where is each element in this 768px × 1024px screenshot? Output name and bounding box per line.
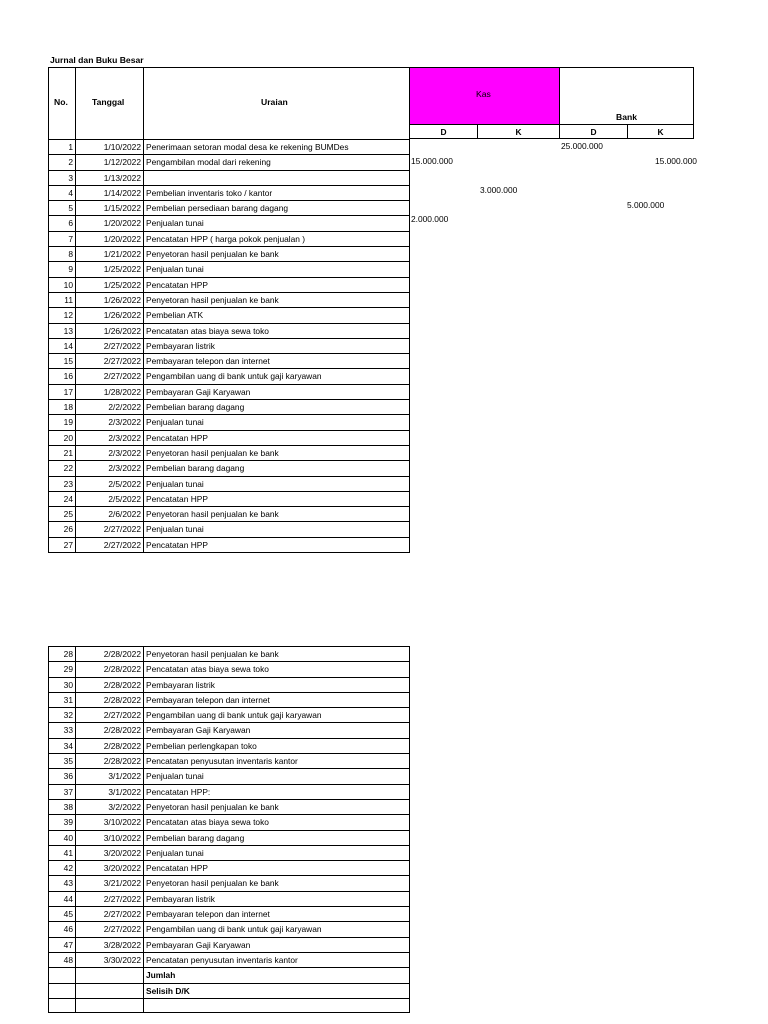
- header-bank-d: D: [559, 124, 628, 139]
- row-date: 3/20/2022: [76, 861, 144, 876]
- row-date: 2/5/2022: [76, 476, 144, 491]
- header-uraian: Uraian: [261, 97, 288, 107]
- journal-table-part1: [48, 139, 410, 553]
- row-number: [49, 998, 76, 1012]
- row-date: 3/30/2022: [76, 952, 144, 967]
- row-number: 25: [49, 507, 76, 522]
- row-description: Jumlah: [144, 968, 410, 983]
- table-row: [49, 769, 410, 784]
- table-row: [49, 476, 410, 491]
- table-row: [49, 415, 410, 430]
- row-number: 44: [49, 891, 76, 906]
- row-description: Pencatatan atas biaya sewa toko: [144, 815, 410, 830]
- table-row: [49, 323, 410, 338]
- row-date: 2/3/2022: [76, 430, 144, 445]
- table-row: [49, 140, 410, 155]
- row-description: Penyetoran hasil penjualan ke bank: [144, 647, 410, 662]
- row-description: Pembelian persediaan barang dagang: [144, 201, 410, 216]
- table-row: [49, 491, 410, 506]
- row-date: 3/21/2022: [76, 876, 144, 891]
- table-row: [49, 201, 410, 216]
- row-date: 3/2/2022: [76, 799, 144, 814]
- row-number: 29: [49, 662, 76, 677]
- row-description: Penyetoran hasil penjualan ke bank: [144, 445, 410, 460]
- row-description: Pencatatan atas biaya sewa toko: [144, 323, 410, 338]
- row-date: [76, 983, 144, 998]
- row-description: Penjualan tunai: [144, 769, 410, 784]
- header-bank: Bank: [616, 112, 638, 122]
- table-row: [49, 922, 410, 937]
- row-description: Pencatatan penyusutan inventaris kantor: [144, 952, 410, 967]
- row-number: 27: [49, 537, 76, 552]
- row-description: Penjualan tunai: [144, 216, 410, 231]
- table-row: [49, 185, 410, 200]
- row-number: 20: [49, 430, 76, 445]
- row-description: Pencatatan penyusutan inventaris kantor: [144, 754, 410, 769]
- table-row: [49, 998, 410, 1012]
- row-description: Penjualan tunai: [144, 415, 410, 430]
- row-date: 2/28/2022: [76, 662, 144, 677]
- row-date: 1/20/2022: [76, 216, 144, 231]
- row-date: 1/14/2022: [76, 185, 144, 200]
- row-description: Penjualan tunai: [144, 522, 410, 537]
- row-date: 1/26/2022: [76, 308, 144, 323]
- row-description: [144, 998, 410, 1012]
- row-number: 8: [49, 247, 76, 262]
- row-number: 15: [49, 354, 76, 369]
- row-number: 18: [49, 400, 76, 415]
- row-date: 2/27/2022: [76, 338, 144, 353]
- row-description: Pembayaran Gaji Karyawan: [144, 937, 410, 952]
- table-row: [49, 308, 410, 323]
- row-description: Penyetoran hasil penjualan ke bank: [144, 247, 410, 262]
- header-no: No.: [54, 97, 68, 107]
- row-description: Pembayaran telepon dan internet: [144, 692, 410, 707]
- row-description: Pencatatan HPP: [144, 491, 410, 506]
- row-description: Pembayaran telepon dan internet: [144, 907, 410, 922]
- table-row: [49, 170, 410, 185]
- row-number: 19: [49, 415, 76, 430]
- row-number: [49, 983, 76, 998]
- header-kas-k: K: [477, 124, 560, 139]
- table-row: [49, 738, 410, 753]
- row-number: 14: [49, 338, 76, 353]
- row-date: [76, 968, 144, 983]
- row-number: 31: [49, 692, 76, 707]
- row-description: Pengambilan modal dari rekening: [144, 155, 410, 170]
- row-description: Penerimaan setoran modal desa ke rekening BUMDes: [144, 140, 410, 155]
- row-number: 1: [49, 140, 76, 155]
- row-description: Pengambilan uang di bank untuk gaji karyawan: [144, 369, 410, 384]
- row-number: 40: [49, 830, 76, 845]
- row-number: 47: [49, 937, 76, 952]
- header-kas: Kas: [476, 89, 491, 99]
- row-number: 2: [49, 155, 76, 170]
- row-date: 3/20/2022: [76, 845, 144, 860]
- row-number: 42: [49, 861, 76, 876]
- row-description: Pembayaran Gaji Karyawan: [144, 384, 410, 399]
- row-date: 2/28/2022: [76, 754, 144, 769]
- journal-table-part2: [48, 646, 410, 1013]
- table-row: [49, 262, 410, 277]
- row-number: 30: [49, 677, 76, 692]
- table-row: [49, 662, 410, 677]
- row-number: 32: [49, 708, 76, 723]
- table-row: [49, 815, 410, 830]
- row-description: Pembayaran listrik: [144, 338, 410, 353]
- table-row: [49, 754, 410, 769]
- row-description: Pencatatan HPP: [144, 430, 410, 445]
- table-row: [49, 445, 410, 460]
- row-number: 21: [49, 445, 76, 460]
- row-description: Pencatatan HPP: [144, 537, 410, 552]
- table-row: [49, 845, 410, 860]
- amount-r2-bank-k: 15.000.000: [655, 156, 697, 166]
- row-date: 3/10/2022: [76, 815, 144, 830]
- row-number: 24: [49, 491, 76, 506]
- row-description: Pembelian barang dagang: [144, 830, 410, 845]
- row-number: 13: [49, 323, 76, 338]
- row-date: 2/28/2022: [76, 738, 144, 753]
- row-description: Penjualan tunai: [144, 476, 410, 491]
- table-row: [49, 430, 410, 445]
- row-description: Penyetoran hasil penjualan ke bank: [144, 507, 410, 522]
- row-description: Pencatatan HPP: [144, 277, 410, 292]
- table-row: [49, 292, 410, 307]
- row-date: 2/5/2022: [76, 491, 144, 506]
- header-bank-k: K: [627, 124, 694, 139]
- row-description: Pencatatan atas biaya sewa toko: [144, 662, 410, 677]
- row-number: 35: [49, 754, 76, 769]
- table-row: [49, 692, 410, 707]
- row-date: 2/27/2022: [76, 537, 144, 552]
- row-description: Pengambilan uang di bank untuk gaji karyawan: [144, 708, 410, 723]
- row-date: 2/2/2022: [76, 400, 144, 415]
- table-row: [49, 461, 410, 476]
- row-date: 3/1/2022: [76, 784, 144, 799]
- table-row: [49, 784, 410, 799]
- row-description: Pencatatan HPP ( harga pokok penjualan ): [144, 231, 410, 246]
- table-row: [49, 231, 410, 246]
- row-date: 2/27/2022: [76, 891, 144, 906]
- row-description: Pembelian ATK: [144, 308, 410, 323]
- row-date: 1/13/2022: [76, 170, 144, 185]
- amount-r1-bank-d: 25.000.000: [561, 141, 603, 151]
- row-description: Pembayaran telepon dan internet: [144, 354, 410, 369]
- table-row: [49, 369, 410, 384]
- row-description: Pembayaran listrik: [144, 891, 410, 906]
- table-row: [49, 830, 410, 845]
- amount-r6-kas-d: 2.000.000: [411, 214, 449, 224]
- amount-r2-kas-d: 15.000.000: [411, 156, 453, 166]
- row-date: 1/21/2022: [76, 247, 144, 262]
- row-date: 1/12/2022: [76, 155, 144, 170]
- row-date: 1/26/2022: [76, 292, 144, 307]
- row-description: [144, 170, 410, 185]
- row-description: Pembelian barang dagang: [144, 400, 410, 415]
- table-row: [49, 400, 410, 415]
- row-date: 1/20/2022: [76, 231, 144, 246]
- row-description: Pencatatan HPP:: [144, 784, 410, 799]
- row-date: 2/27/2022: [76, 369, 144, 384]
- row-number: 6: [49, 216, 76, 231]
- row-date: 1/26/2022: [76, 323, 144, 338]
- table-row: [49, 677, 410, 692]
- row-description: Penyetoran hasil penjualan ke bank: [144, 799, 410, 814]
- table-row: [49, 384, 410, 399]
- row-date: 1/25/2022: [76, 277, 144, 292]
- amount-r4-kas-k: 3.000.000: [480, 185, 518, 195]
- table-row: [49, 507, 410, 522]
- document-title: Jurnal dan Buku Besar: [50, 55, 144, 65]
- row-date: 2/3/2022: [76, 461, 144, 476]
- table-row: [49, 708, 410, 723]
- row-description: Pengambilan uang di bank untuk gaji karyawan: [144, 922, 410, 937]
- row-description: Penjualan tunai: [144, 845, 410, 860]
- table-row: [49, 155, 410, 170]
- row-description: Selisih D/K: [144, 983, 410, 998]
- row-number: 3: [49, 170, 76, 185]
- row-number: 9: [49, 262, 76, 277]
- row-date: 2/27/2022: [76, 907, 144, 922]
- table-row: [49, 968, 410, 983]
- row-date: [76, 998, 144, 1012]
- table-row: [49, 537, 410, 552]
- table-row: [49, 937, 410, 952]
- row-number: 43: [49, 876, 76, 891]
- row-number: 17: [49, 384, 76, 399]
- row-number: 7: [49, 231, 76, 246]
- header-tanggal: Tanggal: [92, 97, 125, 107]
- row-description: Pencatatan HPP: [144, 861, 410, 876]
- row-date: 1/15/2022: [76, 201, 144, 216]
- row-date: 2/3/2022: [76, 415, 144, 430]
- row-number: 38: [49, 799, 76, 814]
- row-number: 12: [49, 308, 76, 323]
- row-number: 16: [49, 369, 76, 384]
- row-date: 3/28/2022: [76, 937, 144, 952]
- table-row: [49, 216, 410, 231]
- table-row: [49, 277, 410, 292]
- table-row: [49, 799, 410, 814]
- table-row: [49, 723, 410, 738]
- row-number: 5: [49, 201, 76, 216]
- row-date: 1/28/2022: [76, 384, 144, 399]
- row-description: Penyetoran hasil penjualan ke bank: [144, 292, 410, 307]
- row-number: 11: [49, 292, 76, 307]
- row-number: 22: [49, 461, 76, 476]
- row-date: 2/28/2022: [76, 723, 144, 738]
- row-description: Pembelian perlengkapan toko: [144, 738, 410, 753]
- table-row: [49, 952, 410, 967]
- row-number: 33: [49, 723, 76, 738]
- row-date: 2/28/2022: [76, 677, 144, 692]
- row-date: 2/27/2022: [76, 354, 144, 369]
- table-row: [49, 907, 410, 922]
- row-date: 2/27/2022: [76, 522, 144, 537]
- amount-r5-bank-k: 5.000.000: [627, 200, 665, 210]
- table-row: [49, 876, 410, 891]
- row-number: 23: [49, 476, 76, 491]
- row-number: 26: [49, 522, 76, 537]
- row-number: 37: [49, 784, 76, 799]
- row-date: 2/28/2022: [76, 692, 144, 707]
- row-number: 41: [49, 845, 76, 860]
- row-number: [49, 968, 76, 983]
- row-number: 10: [49, 277, 76, 292]
- header-kas-d: D: [409, 124, 478, 139]
- row-date: 1/25/2022: [76, 262, 144, 277]
- row-date: 2/27/2022: [76, 922, 144, 937]
- row-date: 2/3/2022: [76, 445, 144, 460]
- row-description: Penyetoran hasil penjualan ke bank: [144, 876, 410, 891]
- row-date: 2/28/2022: [76, 647, 144, 662]
- row-date: 2/27/2022: [76, 708, 144, 723]
- row-number: 36: [49, 769, 76, 784]
- row-number: 34: [49, 738, 76, 753]
- table-row: [49, 861, 410, 876]
- table-row: [49, 647, 410, 662]
- table-row: [49, 354, 410, 369]
- row-number: 4: [49, 185, 76, 200]
- row-description: Pembelian barang dagang: [144, 461, 410, 476]
- row-number: 48: [49, 952, 76, 967]
- table-row: [49, 891, 410, 906]
- table-row: [49, 247, 410, 262]
- row-description: Penjualan tunai: [144, 262, 410, 277]
- row-date: 3/1/2022: [76, 769, 144, 784]
- row-number: 45: [49, 907, 76, 922]
- row-date: 3/10/2022: [76, 830, 144, 845]
- row-description: Pembayaran Gaji Karyawan: [144, 723, 410, 738]
- row-date: 2/6/2022: [76, 507, 144, 522]
- row-date: 1/10/2022: [76, 140, 144, 155]
- table-row: [49, 338, 410, 353]
- row-description: Pembayaran listrik: [144, 677, 410, 692]
- row-number: 46: [49, 922, 76, 937]
- table-row: [49, 522, 410, 537]
- table-row: [49, 983, 410, 998]
- row-description: Pembelian inventaris toko / kantor: [144, 185, 410, 200]
- row-number: 39: [49, 815, 76, 830]
- row-number: 28: [49, 647, 76, 662]
